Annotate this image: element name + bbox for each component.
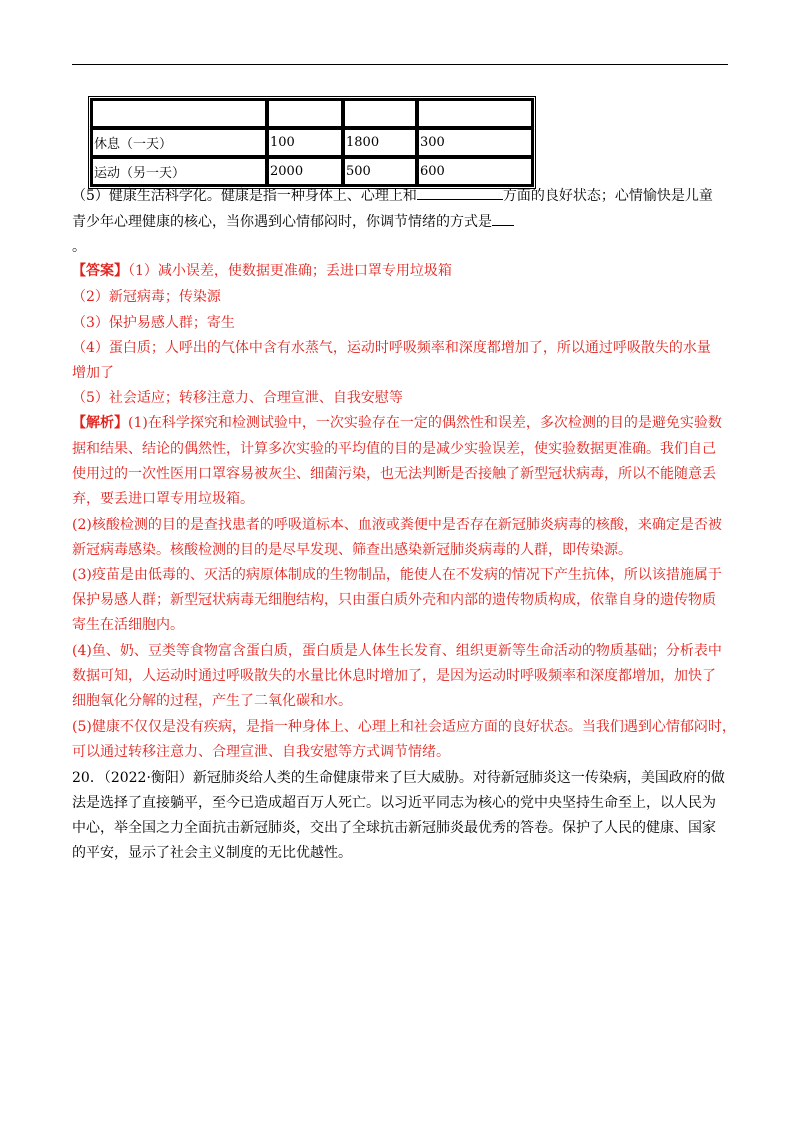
analysis-line: (3)疫苗是由低毒的、灭活的病原体制成的生物制品，能使人在不发病的情况下产生抗体，所以该措施属于: [72, 567, 722, 583]
analysis-line: 数据可知，人运动时通过呼吸散失的水量比休息时增加了，是因为运动时呼吸频率和深度都增加，加快了: [72, 668, 716, 684]
table-row: [91, 157, 533, 186]
analysis-line: 寄生在活细胞内。: [72, 617, 184, 633]
answer-line-1: [72, 261, 452, 281]
analysis-line: 据和结果、结论的偶然性，计算多次实验的平均值的目的是减少实验误差，使实验数据更准确。我们自己: [72, 441, 716, 457]
question-5-line-2: [72, 211, 514, 232]
table-cell: 休息（一天）: [91, 128, 267, 157]
table-row: [91, 99, 533, 128]
analysis-text: (1)在科学探究和检测试验中，一次实验存在一定的偶然性和误差，多次检测的目的是避免实验数: [128, 415, 722, 431]
table-cell: [417, 99, 533, 128]
answer-line-6: （5）社会适应；转移注意力、合理宣泄、自我安慰等: [72, 390, 403, 406]
answer-line-3: （3）保护易感人群；寄生: [72, 315, 235, 331]
analysis-line: (2)核酸检测的目的是查找患者的呼吸道标本、血液或粪便中是否存在新冠肺炎病毒的核酸，来确定是否被: [72, 517, 722, 533]
question-20-line: 中心，举全国之力全面抗击新冠肺炎，交出了全球抗击新冠肺炎最优秀的答卷。保护了人民的健康、国家: [72, 820, 716, 836]
table-row: [91, 128, 533, 157]
table-cell: 300: [417, 128, 533, 157]
analysis-line: 使用过的一次性医用口罩容易被灰尘、细菌污染，也无法判断是否接触了新型冠状病毒，所以不能随意丢: [72, 466, 716, 482]
question-text: （5）健康生活科学化。健康是指一种身体上、心理上和: [72, 188, 417, 204]
analysis-line: [72, 413, 722, 433]
question-20-line: 的平安，显示了社会主义制度的无比优越性。: [72, 845, 352, 861]
analysis-line: 保护易感人群；新型冠状病毒无细胞结构，只由蛋白质外壳和内部的遗传物质构成，依靠自身的遗传物质: [72, 592, 716, 608]
answer-label: 【答案】: [72, 263, 128, 279]
question-20-line: 20．（2022·衡阳）新冠肺炎给人类的生命健康带来了巨大威胁。对待新冠肺炎这一传染病，美国政府的做: [72, 770, 725, 786]
table-cell: [91, 99, 267, 128]
table-cell: 2000: [267, 157, 343, 186]
question-20-line: 法是选择了直接躺平，至今已造成超百万人死亡。以习近平同志为核心的党中央坚持生命至上，以人民为: [72, 795, 716, 811]
answer-text: （1）减小误差，使数据更准确；丢进口罩专用垃圾箱: [128, 263, 452, 279]
header-rule: [72, 64, 728, 65]
table-cell: [267, 99, 343, 128]
question-5-line-1: [72, 185, 713, 206]
table-cell: 100: [267, 128, 343, 157]
table-cell: 1800: [343, 128, 417, 157]
question-text: 青少年心理健康的核心，当你遇到心情郁闷时，你调节情绪的方式是: [72, 214, 492, 230]
question-5-line-3: 。: [72, 239, 86, 255]
answer-line-5: 增加了: [72, 365, 114, 381]
answer-line-2: （2）新冠病毒；传染源: [72, 289, 221, 305]
analysis-line: 可以通过转移注意力、合理宣泄、自我安慰等方式调节情绪。: [72, 744, 450, 760]
data-table: [88, 96, 536, 189]
analysis-line: 新冠病毒感染。核酸检测的目的是尽早发现、筛查出感染新冠肺炎病毒的人群，即传染源。: [72, 542, 632, 558]
table-cell: 500: [343, 157, 417, 186]
table-cell: [343, 99, 417, 128]
answer-blank: [417, 185, 503, 200]
analysis-line: (4)鱼、奶、豆类等食物富含蛋白质，蛋白质是人体生长发育、组织更新等生命活动的物质基础；分析表中: [72, 643, 722, 659]
answer-line-4: （4）蛋白质；人呼出的气体中含有水蒸气，运动时呼吸频率和深度都增加了，所以通过呼吸散失的水量: [72, 340, 711, 356]
table-cell: 运动（另一天）: [91, 157, 267, 186]
analysis-line: (5)健康不仅仅是没有疾病，是指一种身体上、心理上和社会适应方面的良好状态。当我们遇到心情郁闷时，: [72, 719, 736, 735]
table-cell: 600: [417, 157, 533, 186]
question-text: 方面的良好状态；心情愉快是儿童: [502, 188, 713, 204]
analysis-line: 弃，要丢进口罩专用垃圾箱。: [72, 491, 254, 507]
analysis-label: 【解析】: [72, 415, 128, 431]
answer-blank: [492, 211, 514, 226]
analysis-line: 细胞氧化分解的过程，产生了二氧化碳和水。: [72, 693, 352, 709]
